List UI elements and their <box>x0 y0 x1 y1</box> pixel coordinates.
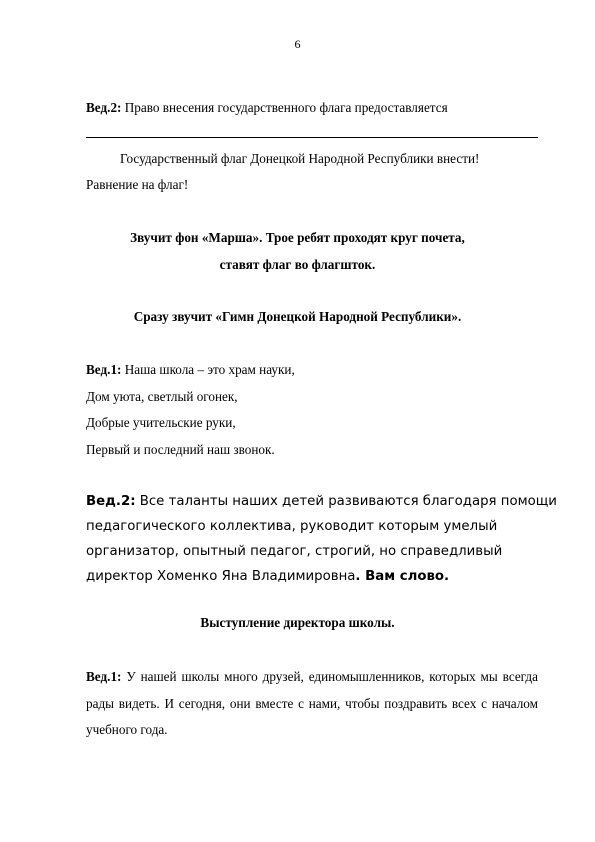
speech-text: директор Хоменко Яна Владимировна <box>86 569 356 584</box>
stage-direction-director: Выступление директора школы. <box>200 615 395 630</box>
director-intro-line-1 <box>86 494 557 509</box>
flag-command-line-2: Равнение на флаг! <box>86 177 189 192</box>
friends-line-3: учебного года. <box>86 722 168 737</box>
speaker-label: Вед.1: <box>86 362 122 377</box>
stage-direction-march-2: ставят флаг во флагшток. <box>219 257 376 272</box>
page-number: 6 <box>294 37 301 51</box>
speech-text: У нашей школы много друзей, единомышленников, которых мы всегда <box>121 669 538 684</box>
poem-line-4: Первый и последний наш звонок. <box>86 442 275 457</box>
poem-text: Наша школа – это храм науки, <box>121 362 295 377</box>
speaker-label: Вед.2: <box>86 100 122 115</box>
director-intro-line-3: организатор, опытный педагог, строгий, но справедливый <box>86 544 503 559</box>
speech-text-bold: . Вам слово. <box>355 569 450 584</box>
poem-line-3: Добрые учительские руки, <box>86 415 236 430</box>
poem-line-1 <box>86 362 295 378</box>
signature-rule <box>86 137 538 138</box>
friends-line-2: рады видеть. И сегодня, они вместе с нами, чтобы поздравить всех с началом <box>86 696 538 711</box>
speech-text: Все таланты наших детей развиваются благодаря помощи <box>135 494 557 509</box>
director-intro-line-4 <box>86 569 449 584</box>
stage-direction-march-1: Звучит фон «Марша». Трое ребят проходят круг почета, <box>130 230 465 245</box>
poem-line-2: Дом уюта, светлый огонек, <box>86 389 238 404</box>
speaker-label: Вед.1: <box>86 669 122 684</box>
speech-text: Право внесения государственного флага предоставляется <box>121 100 448 115</box>
friends-line-1 <box>86 669 538 685</box>
host-line-flag-intro <box>86 100 448 116</box>
speaker-label: Вед.2: <box>86 494 136 509</box>
director-intro-line-2: педагогического коллектива, руководит которым умелый <box>86 519 498 534</box>
stage-direction-anthem: Сразу звучит «Гимн Донецкой Народной Республики». <box>133 309 462 324</box>
flag-command-line-1: Государственный флаг Донецкой Народной Республики внести! <box>120 151 480 166</box>
